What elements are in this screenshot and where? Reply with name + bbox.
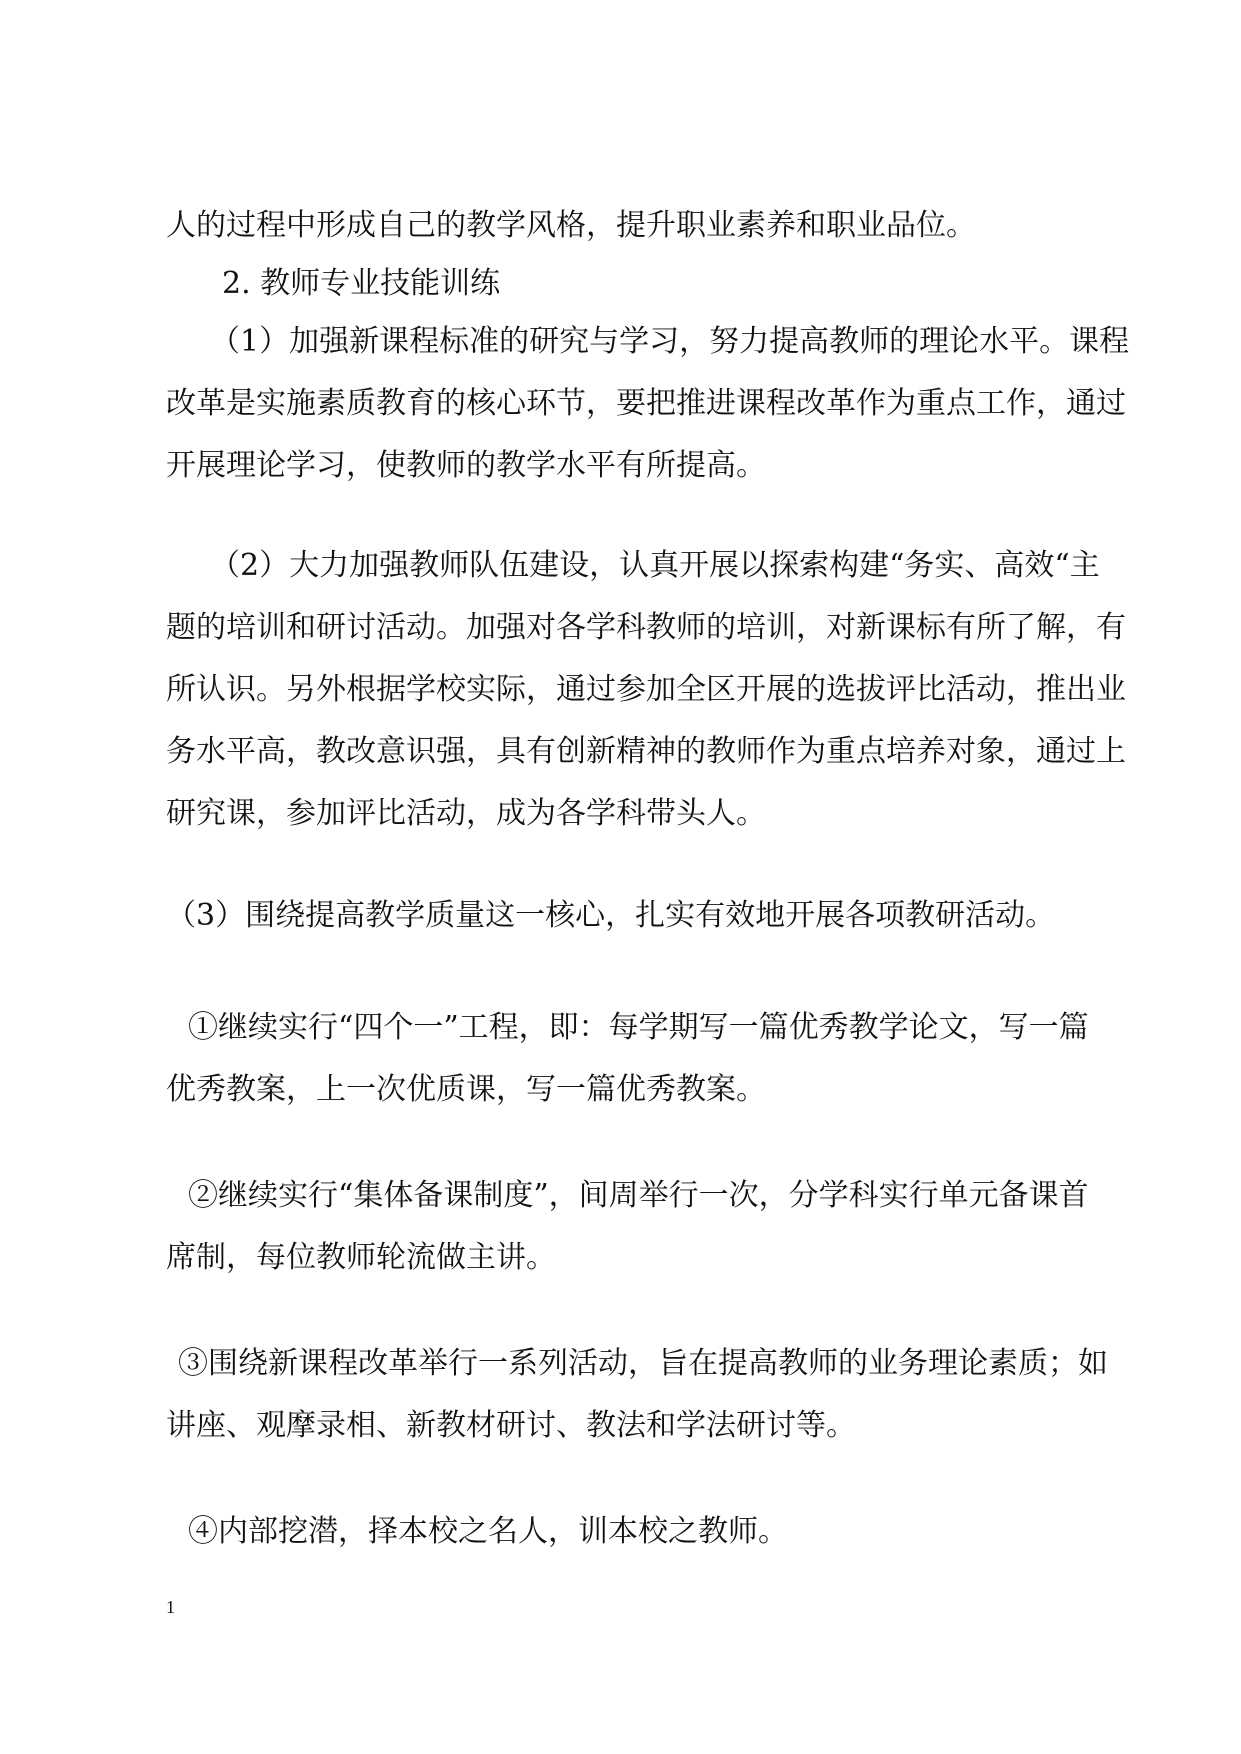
list-item-line: ①继续实行“四个一”工程，即：每学期写一篇优秀教学论文，写一篇 (188, 1010, 1089, 1045)
list-item-line: ③围绕新课程改革举行一系列活动，旨在提高教师的业务理论素质；如 (178, 1346, 1108, 1381)
paragraph-line: 开展理论学习，使教师的教学水平有所提高。 (166, 448, 766, 483)
list-item-line: 讲座、观摩录相、新教材研讨、教法和学法研讨等。 (166, 1408, 856, 1443)
list-item-line: ②继续实行“集体备课制度”，间周举行一次，分学科实行单元备课首 (188, 1178, 1089, 1213)
paragraph-line: 研究课，参加评比活动，成为各学科带头人。 (166, 796, 766, 831)
paragraph-line: （1）加强新课程标准的研究与学习，努力提高教师的理论水平。课程 (210, 324, 1130, 359)
paragraph-line: （3）围绕提高教学质量这一核心，扎实有效地开展各项教研活动。 (166, 898, 1056, 933)
paragraph-line: 题的培训和研讨活动。加强对各学科教师的培训，对新课标有所了解，有 (166, 610, 1126, 645)
section-heading: 2. 教师专业技能训练 (222, 266, 501, 301)
paragraph-line: （2）大力加强教师队伍建设，认真开展以探索构建“务实、高效“主 (210, 548, 1100, 583)
list-item-line: 优秀教案，上一次优质课，写一篇优秀教案。 (166, 1072, 766, 1107)
paragraph-line: 所认识。另外根据学校实际，通过参加全区开展的选拔评比活动，推出业 (166, 672, 1126, 707)
list-item-line: ④内部挖潜，择本校之名人，训本校之教师。 (188, 1514, 788, 1549)
paragraph-line: 改革是实施素质教育的核心环节，要把推进课程改革作为重点工作，通过 (166, 386, 1126, 421)
paragraph-line: 务水平高，教改意识强，具有创新精神的教师作为重点培养对象，通过上 (166, 734, 1126, 769)
list-item-line: 席制，每位教师轮流做主讲。 (166, 1240, 556, 1275)
text-line: 人的过程中形成自己的教学风格，提升职业素养和职业品位。 (166, 208, 976, 243)
page-number: 1 (166, 1597, 175, 1617)
